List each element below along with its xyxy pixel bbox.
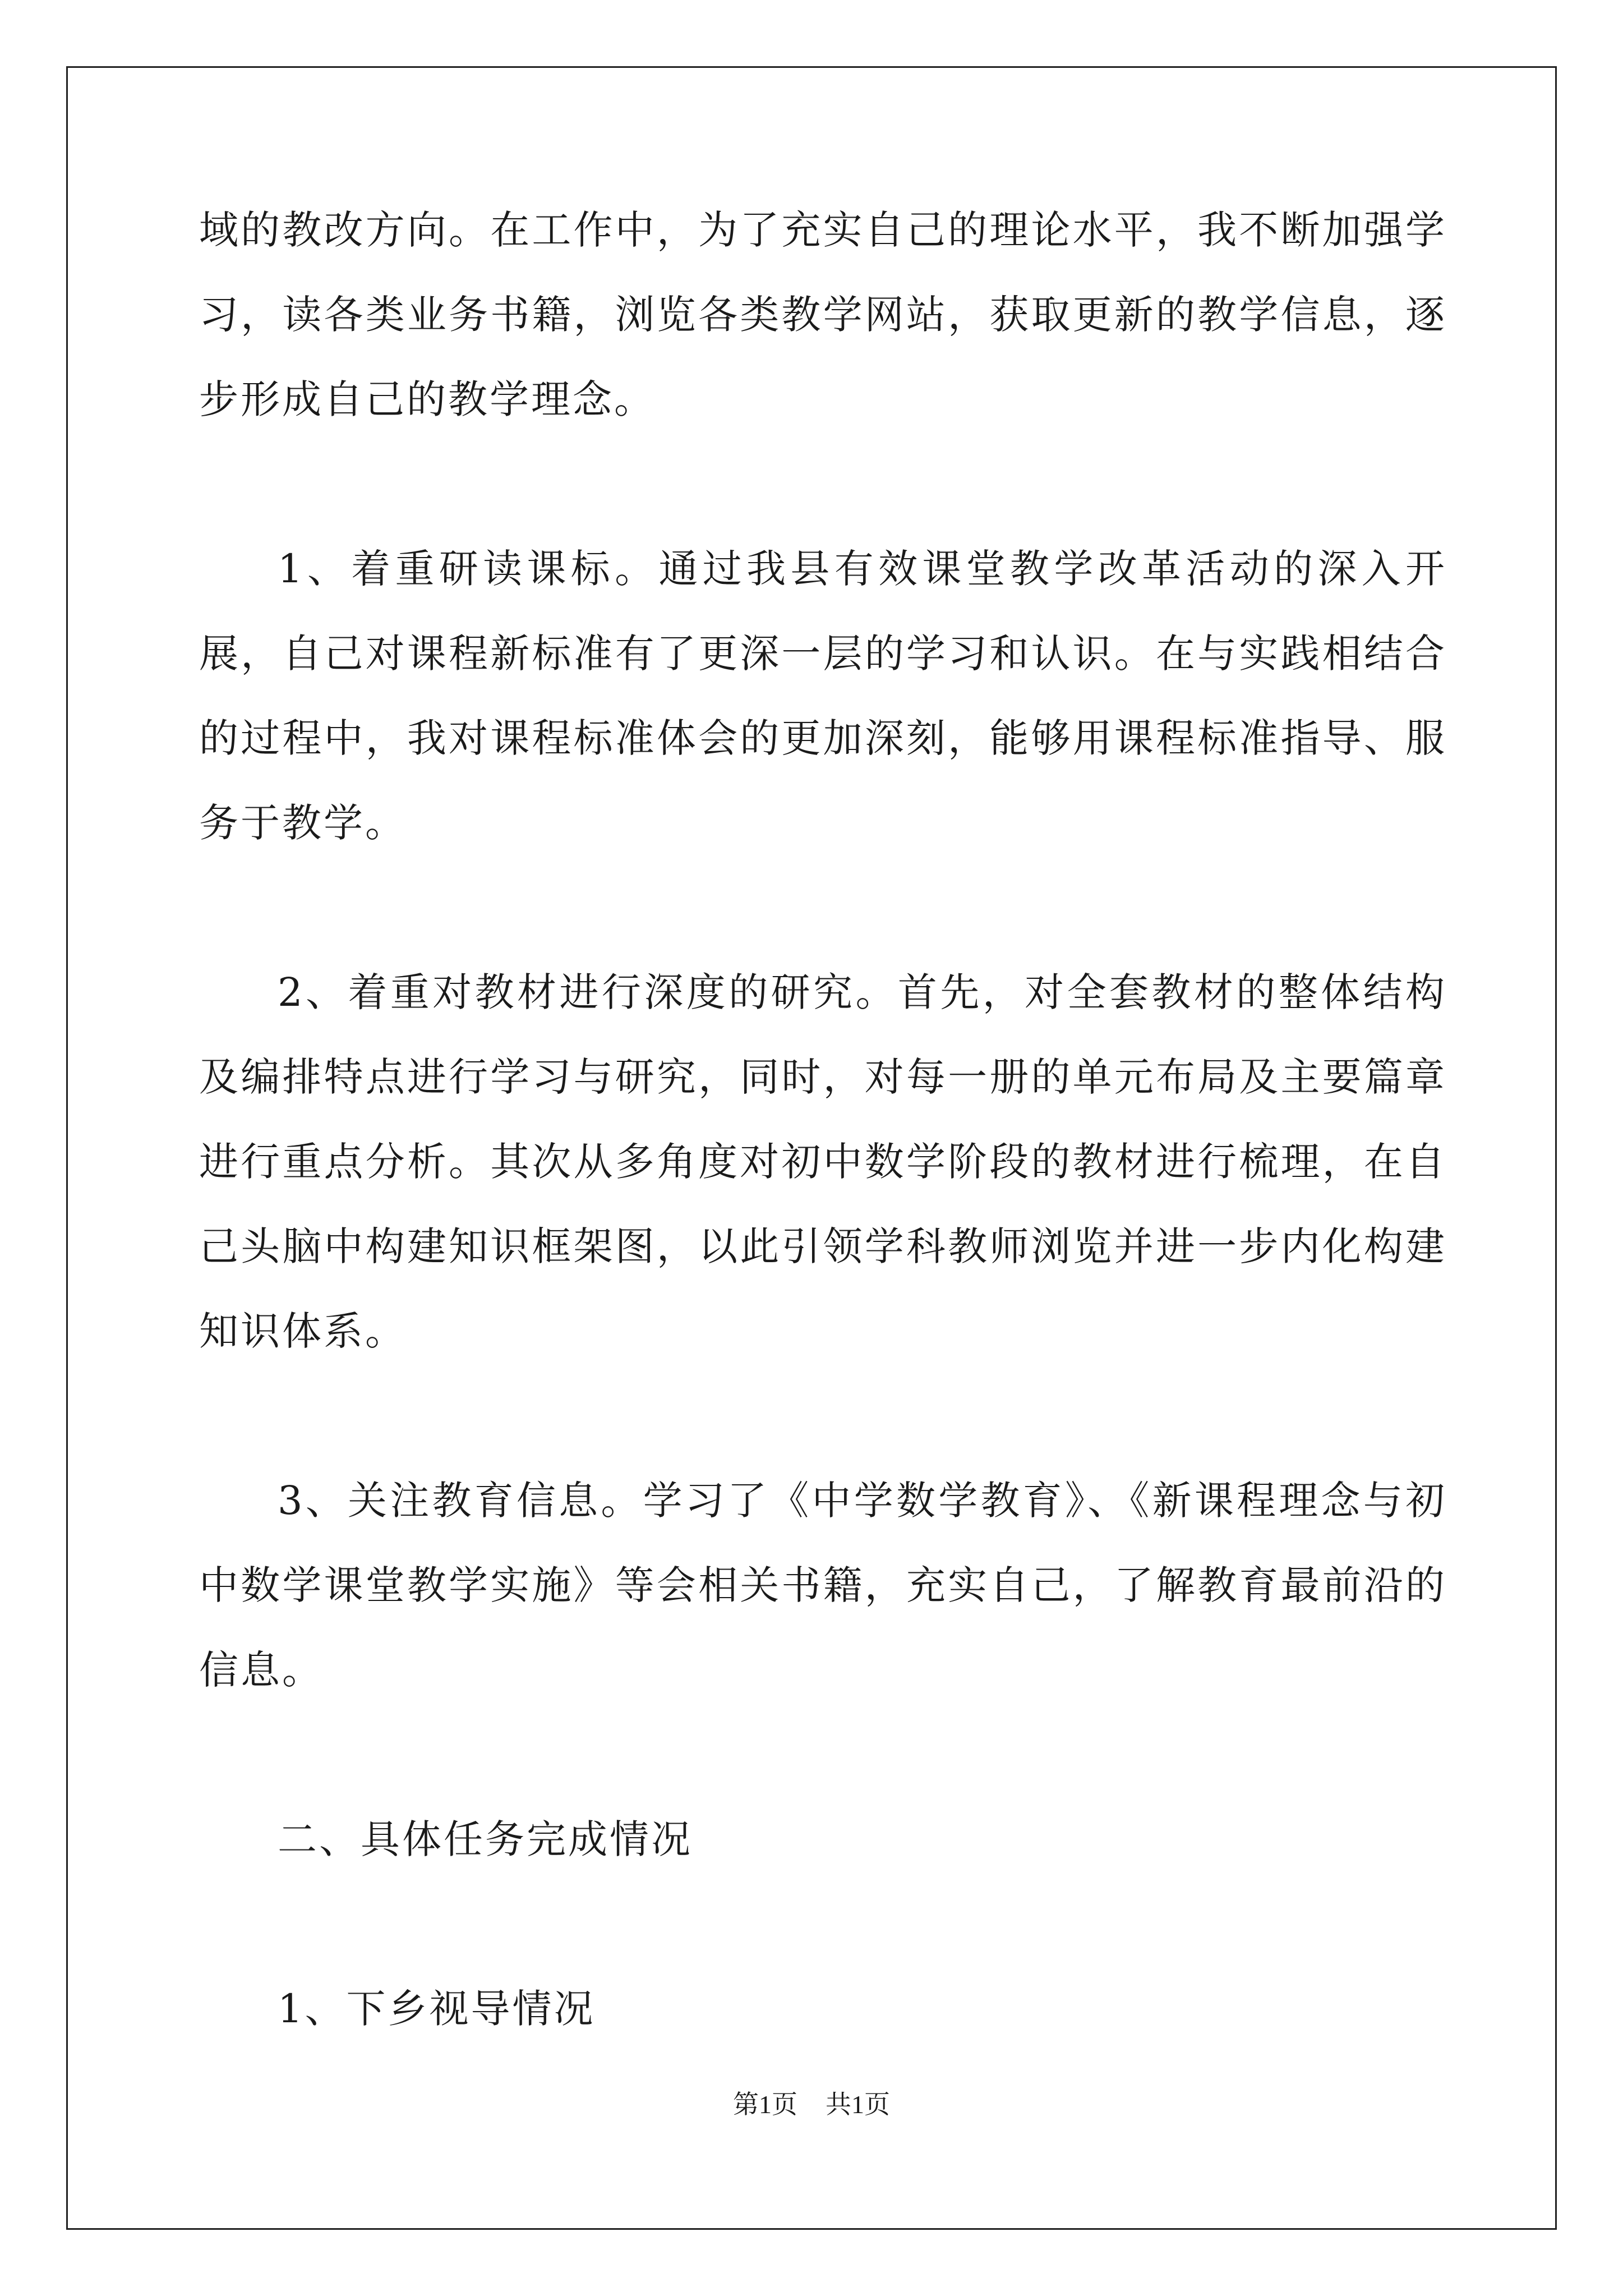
page-total: 共1页 bbox=[826, 2090, 890, 2119]
page-footer bbox=[0, 2084, 1623, 2121]
paragraph-2: 1、着重研读课标。通过我县有效课堂教学改革活动的深入开展，自己对课程新标准有了更深一层的学习和认识。在与实践相结合的过程中，我对课程标准体会的更加深刻，能够用课程标准指导、服务于教学。 bbox=[199, 546, 1447, 846]
section-heading: 二、具体任务完成情况 bbox=[278, 1816, 693, 1862]
subsection-heading: 1、下乡视导情况 bbox=[278, 1986, 596, 2032]
document-body bbox=[199, 188, 1447, 2136]
paragraph-4: 3、关注教育信息。学习了《中学数学教育》、《新课程理念与初中数学课堂教学实施》等会相关书籍，充实自己，了解教育最前沿的信息。 bbox=[199, 1478, 1447, 1693]
page-number: 第1页 bbox=[733, 2090, 797, 2119]
paragraph-1: 域的教改方向。在工作中，为了充实自己的理论水平，我不断加强学习，读各类业务书籍，浏览各类教学网站，获取更新的教学信息，逐步形成自己的教学理念。 bbox=[199, 207, 1447, 422]
paragraph-3: 2、着重对教材进行深度的研究。首先，对全套教材的整体结构及编排特点进行学习与研究，同时，对每一册的单元布局及主要篇章进行重点分析。其次从多角度对初中数学阶段的教材进行梳理，在自己头脑中构建知识框架图，以此引领学科教师浏览并进一步内化构建知识体系。 bbox=[199, 969, 1447, 1354]
